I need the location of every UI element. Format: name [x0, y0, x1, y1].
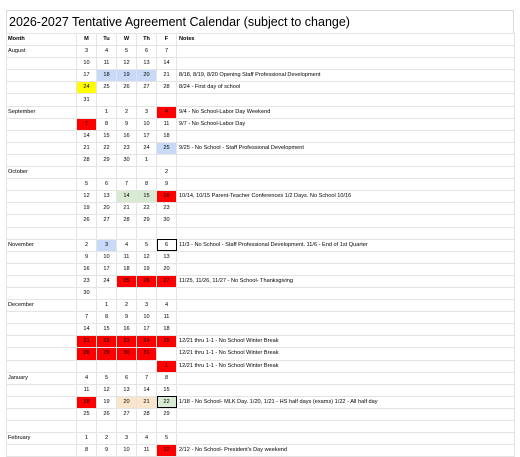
day-cell: 10: [137, 312, 157, 324]
day-cell: 28: [157, 82, 177, 94]
day-cell: 19: [97, 396, 117, 408]
day-cell: 15: [157, 384, 177, 396]
day-cell: [157, 287, 177, 299]
day-cell: 14: [157, 58, 177, 70]
calendar-row: [7, 348, 515, 360]
month-cell: [7, 142, 77, 154]
notes-cell: [177, 384, 515, 396]
day-cell: 1: [97, 300, 117, 312]
calendar-row: [7, 191, 515, 203]
day-cell: 13: [157, 251, 177, 263]
day-cell: 5: [137, 239, 157, 251]
day-cell: 15: [97, 324, 117, 336]
day-cell: 11: [97, 58, 117, 70]
notes-cell: [177, 408, 515, 420]
notes-cell: [177, 300, 515, 312]
day-cell: 14: [137, 384, 157, 396]
month-cell: [7, 421, 77, 433]
day-cell: [97, 421, 117, 433]
day-cell: 22: [97, 142, 117, 154]
month-cell: [7, 360, 77, 372]
day-cell: 24: [137, 336, 157, 348]
day-cell: 22: [157, 396, 177, 408]
header-tuesday: Tu: [97, 34, 117, 46]
day-cell: 25: [117, 275, 137, 287]
day-cell: 21: [157, 70, 177, 82]
month-cell: [7, 203, 77, 215]
day-cell: [117, 421, 137, 433]
day-cell: 20: [117, 396, 137, 408]
day-cell: 17: [137, 324, 157, 336]
notes-cell: 11/3 - No School - Staff Professional Development. 11/6 - End of 1st Quarter: [177, 239, 515, 251]
day-cell: 13: [97, 191, 117, 203]
day-cell: 4: [157, 106, 177, 118]
month-cell: [7, 58, 77, 70]
day-cell: 9: [157, 179, 177, 191]
day-cell: [77, 300, 97, 312]
month-cell: November: [7, 239, 77, 251]
notes-cell: [177, 287, 515, 299]
calendar-row: [7, 384, 515, 396]
day-cell: 30: [157, 215, 177, 227]
notes-cell: [177, 372, 515, 384]
notes-cell: [177, 312, 515, 324]
month-cell: [7, 324, 77, 336]
day-cell: 12: [77, 191, 97, 203]
header-friday: F: [157, 34, 177, 46]
calendar-row: [7, 58, 515, 70]
day-cell: 17: [97, 263, 117, 275]
day-cell: 19: [117, 70, 137, 82]
day-cell: 26: [137, 275, 157, 287]
day-cell: 3: [117, 433, 137, 445]
day-cell: 25: [157, 142, 177, 154]
day-cell: 14: [77, 324, 97, 336]
notes-cell: 12/21 thru 1-1 - No School Winter Break: [177, 348, 515, 360]
day-cell: 22: [97, 336, 117, 348]
day-cell: 17: [77, 70, 97, 82]
day-cell: 2: [97, 433, 117, 445]
calendar-row: [7, 215, 515, 227]
day-cell: 5: [77, 179, 97, 191]
calendar-row: [7, 312, 515, 324]
calendar-row: [7, 336, 515, 348]
notes-cell: [177, 58, 515, 70]
day-cell: 10: [97, 251, 117, 263]
calendar-row: [7, 408, 515, 420]
day-cell: 26: [117, 82, 137, 94]
month-cell: [7, 94, 77, 106]
day-cell: 4: [157, 300, 177, 312]
month-cell: August: [7, 46, 77, 58]
day-cell: 21: [77, 142, 97, 154]
day-cell: 13: [117, 384, 137, 396]
month-cell: [7, 154, 77, 166]
day-cell: 27: [137, 82, 157, 94]
day-cell: [77, 227, 97, 239]
day-cell: 19: [137, 263, 157, 275]
day-cell: [117, 287, 137, 299]
day-cell: 30: [77, 287, 97, 299]
day-cell: [137, 227, 157, 239]
day-cell: 26: [77, 215, 97, 227]
day-cell: 8: [77, 445, 97, 457]
calendar-row: [7, 94, 515, 106]
day-cell: [157, 94, 177, 106]
day-cell: 9: [117, 118, 137, 130]
month-cell: [7, 191, 77, 203]
day-cell: 29: [137, 215, 157, 227]
day-cell: 16: [117, 324, 137, 336]
day-cell: 2: [117, 106, 137, 118]
notes-cell: 12/21 thru 1-1 - No School Winter Break: [177, 336, 515, 348]
month-cell: [7, 408, 77, 420]
notes-cell: 8/24 - First day of school: [177, 82, 515, 94]
day-cell: 1: [77, 433, 97, 445]
day-cell: 11: [117, 251, 137, 263]
day-cell: 28: [117, 215, 137, 227]
calendar-row: [7, 263, 515, 275]
day-cell: 24: [97, 275, 117, 287]
day-cell: 23: [117, 336, 137, 348]
day-cell: 8: [137, 179, 157, 191]
day-cell: [97, 167, 117, 179]
day-cell: 2: [157, 167, 177, 179]
month-cell: [7, 70, 77, 82]
day-cell: 6: [97, 179, 117, 191]
calendar-row: [7, 396, 515, 408]
calendar-row: [7, 167, 515, 179]
day-cell: 4: [77, 372, 97, 384]
day-cell: 6: [117, 372, 137, 384]
day-cell: 16: [157, 191, 177, 203]
calendar-row: [7, 433, 515, 445]
day-cell: 18: [117, 263, 137, 275]
day-cell: 1: [97, 106, 117, 118]
month-cell: [7, 251, 77, 263]
day-cell: 18: [77, 396, 97, 408]
month-cell: [7, 130, 77, 142]
day-cell: [117, 94, 137, 106]
day-cell: 9: [77, 251, 97, 263]
month-cell: [7, 312, 77, 324]
header-wednesday: W: [117, 34, 137, 46]
day-cell: [117, 360, 137, 372]
day-cell: 13: [137, 58, 157, 70]
month-cell: [7, 336, 77, 348]
day-cell: [137, 167, 157, 179]
day-cell: 16: [77, 263, 97, 275]
day-cell: 29: [157, 408, 177, 420]
day-cell: 15: [97, 130, 117, 142]
day-cell: [97, 287, 117, 299]
day-cell: 10: [117, 445, 137, 457]
notes-cell: [177, 154, 515, 166]
day-cell: 20: [157, 263, 177, 275]
day-cell: 3: [137, 300, 157, 312]
calendar-row: [7, 203, 515, 215]
day-cell: 12: [157, 445, 177, 457]
day-cell: 5: [117, 46, 137, 58]
day-cell: [97, 227, 117, 239]
day-cell: 15: [137, 191, 157, 203]
month-cell: [7, 82, 77, 94]
day-cell: 9: [117, 312, 137, 324]
month-cell: [7, 263, 77, 275]
day-cell: [77, 360, 97, 372]
calendar-table: [6, 33, 515, 457]
day-cell: 23: [117, 142, 137, 154]
calendar-row: [7, 324, 515, 336]
notes-cell: [177, 263, 515, 275]
calendar-sheet: [6, 10, 514, 457]
calendar-row: [7, 46, 515, 58]
day-cell: [137, 360, 157, 372]
day-cell: 10: [137, 118, 157, 130]
calendar-row: [7, 372, 515, 384]
day-cell: 6: [157, 239, 177, 251]
notes-cell: 11/25, 11/26, 11/27 - No School- Thanksgiving: [177, 275, 515, 287]
day-cell: 21: [137, 396, 157, 408]
day-cell: [97, 360, 117, 372]
day-cell: [157, 227, 177, 239]
day-cell: 24: [77, 82, 97, 94]
notes-cell: [177, 167, 515, 179]
day-cell: 5: [157, 433, 177, 445]
day-cell: 17: [137, 130, 157, 142]
day-cell: 21: [117, 203, 137, 215]
day-cell: 11: [137, 445, 157, 457]
notes-cell: 2/12 - No School- President's Day weekend: [177, 445, 515, 457]
calendar-row: [7, 106, 515, 118]
day-cell: 14: [117, 191, 137, 203]
notes-cell: 12/21 thru 1-1 - No School Winter Break: [177, 360, 515, 372]
notes-cell: 9/7 - No School-Labor Day: [177, 118, 515, 130]
calendar-row: [7, 275, 515, 287]
day-cell: 28: [77, 348, 97, 360]
calendar-row: [7, 251, 515, 263]
day-cell: 11: [77, 384, 97, 396]
month-cell: [7, 227, 77, 239]
day-cell: 2: [77, 239, 97, 251]
calendar-row: [7, 360, 515, 372]
day-cell: [77, 106, 97, 118]
header-month: Month: [7, 34, 77, 46]
day-cell: 1: [157, 360, 177, 372]
day-cell: 25: [97, 82, 117, 94]
month-cell: [7, 118, 77, 130]
day-cell: 29: [97, 154, 117, 166]
day-cell: 8: [97, 118, 117, 130]
header-notes: Notes: [177, 34, 515, 46]
day-cell: 31: [77, 94, 97, 106]
header-row: [7, 34, 515, 46]
day-cell: 22: [137, 203, 157, 215]
day-cell: 6: [137, 46, 157, 58]
month-cell: October: [7, 167, 77, 179]
day-cell: 8: [157, 372, 177, 384]
day-cell: 27: [157, 275, 177, 287]
day-cell: 4: [117, 239, 137, 251]
day-cell: 26: [97, 408, 117, 420]
calendar-row: [7, 300, 515, 312]
day-cell: 31: [137, 348, 157, 360]
month-cell: [7, 287, 77, 299]
day-cell: [117, 227, 137, 239]
calendar-row: [7, 142, 515, 154]
month-cell: [7, 348, 77, 360]
day-cell: 3: [97, 239, 117, 251]
notes-cell: 9/4 - No School-Labor Day Weekend: [177, 106, 515, 118]
day-cell: [157, 421, 177, 433]
calendar-row: [7, 130, 515, 142]
calendar-row: [7, 445, 515, 457]
notes-cell: 1/18 - No School- MLK Day. 1/20, 1/21 - HS half days (exams) 1/22 - All half day: [177, 396, 515, 408]
day-cell: 23: [157, 203, 177, 215]
day-cell: [137, 421, 157, 433]
calendar-row: [7, 179, 515, 191]
month-cell: [7, 179, 77, 191]
notes-cell: [177, 179, 515, 191]
day-cell: [157, 154, 177, 166]
day-cell: 18: [157, 324, 177, 336]
day-cell: 4: [97, 46, 117, 58]
day-cell: 16: [117, 130, 137, 142]
day-cell: 18: [157, 130, 177, 142]
day-cell: 10: [77, 58, 97, 70]
calendar-row: [7, 421, 515, 433]
month-cell: [7, 384, 77, 396]
calendar-row: [7, 287, 515, 299]
notes-cell: 10/14, 10/15 Parent-Teacher Conferences 1/2 Days. No School 10/16: [177, 191, 515, 203]
notes-cell: [177, 130, 515, 142]
day-cell: 20: [137, 70, 157, 82]
notes-cell: [177, 251, 515, 263]
calendar-row: [7, 154, 515, 166]
day-cell: 27: [97, 215, 117, 227]
day-cell: 7: [77, 118, 97, 130]
day-cell: 2: [117, 300, 137, 312]
day-cell: 12: [117, 58, 137, 70]
calendar-row: [7, 239, 515, 251]
day-cell: 23: [77, 275, 97, 287]
month-cell: [7, 396, 77, 408]
day-cell: 1: [137, 154, 157, 166]
month-cell: [7, 215, 77, 227]
month-cell: February: [7, 433, 77, 445]
day-cell: [77, 421, 97, 433]
day-cell: 28: [77, 154, 97, 166]
day-cell: [117, 167, 137, 179]
day-cell: 29: [97, 348, 117, 360]
header-monday: M: [77, 34, 97, 46]
calendar-row: [7, 227, 515, 239]
day-cell: [137, 287, 157, 299]
day-cell: 25: [157, 336, 177, 348]
calendar-body: [7, 34, 515, 457]
day-cell: 30: [117, 154, 137, 166]
notes-cell: [177, 324, 515, 336]
notes-cell: [177, 227, 515, 239]
day-cell: 8: [97, 312, 117, 324]
notes-cell: 8/18, 8/19, 8/20 Opening Staff Professional Development: [177, 70, 515, 82]
day-cell: 11: [157, 118, 177, 130]
header-thursday: Th: [137, 34, 157, 46]
day-cell: 11: [157, 312, 177, 324]
day-cell: 21: [77, 336, 97, 348]
day-cell: 7: [137, 372, 157, 384]
day-cell: 7: [157, 46, 177, 58]
month-cell: December: [7, 300, 77, 312]
day-cell: 7: [117, 179, 137, 191]
day-cell: 3: [137, 106, 157, 118]
day-cell: 19: [77, 203, 97, 215]
month-cell: [7, 445, 77, 457]
day-cell: 18: [97, 70, 117, 82]
day-cell: 24: [137, 142, 157, 154]
day-cell: [157, 348, 177, 360]
day-cell: 7: [77, 312, 97, 324]
day-cell: 20: [97, 203, 117, 215]
calendar-row: [7, 118, 515, 130]
notes-cell: [177, 215, 515, 227]
day-cell: 14: [77, 130, 97, 142]
sheet-title: 2026-2027 Tentative Agreement Calendar (subject to change): [6, 10, 514, 33]
day-cell: 5: [97, 372, 117, 384]
day-cell: [97, 94, 117, 106]
day-cell: 9: [97, 445, 117, 457]
day-cell: 4: [137, 433, 157, 445]
day-cell: 27: [117, 408, 137, 420]
notes-cell: [177, 46, 515, 58]
day-cell: 12: [97, 384, 117, 396]
notes-cell: [177, 203, 515, 215]
notes-cell: [177, 94, 515, 106]
calendar-row: [7, 82, 515, 94]
day-cell: 28: [137, 408, 157, 420]
notes-cell: [177, 433, 515, 445]
day-cell: 12: [137, 251, 157, 263]
notes-cell: [177, 421, 515, 433]
day-cell: [137, 94, 157, 106]
notes-cell: 9/25 - No School - Staff Professional Development: [177, 142, 515, 154]
month-cell: September: [7, 106, 77, 118]
day-cell: [77, 167, 97, 179]
calendar-row: [7, 70, 515, 82]
day-cell: 30: [117, 348, 137, 360]
month-cell: [7, 275, 77, 287]
day-cell: 25: [77, 408, 97, 420]
month-cell: January: [7, 372, 77, 384]
day-cell: 3: [77, 46, 97, 58]
